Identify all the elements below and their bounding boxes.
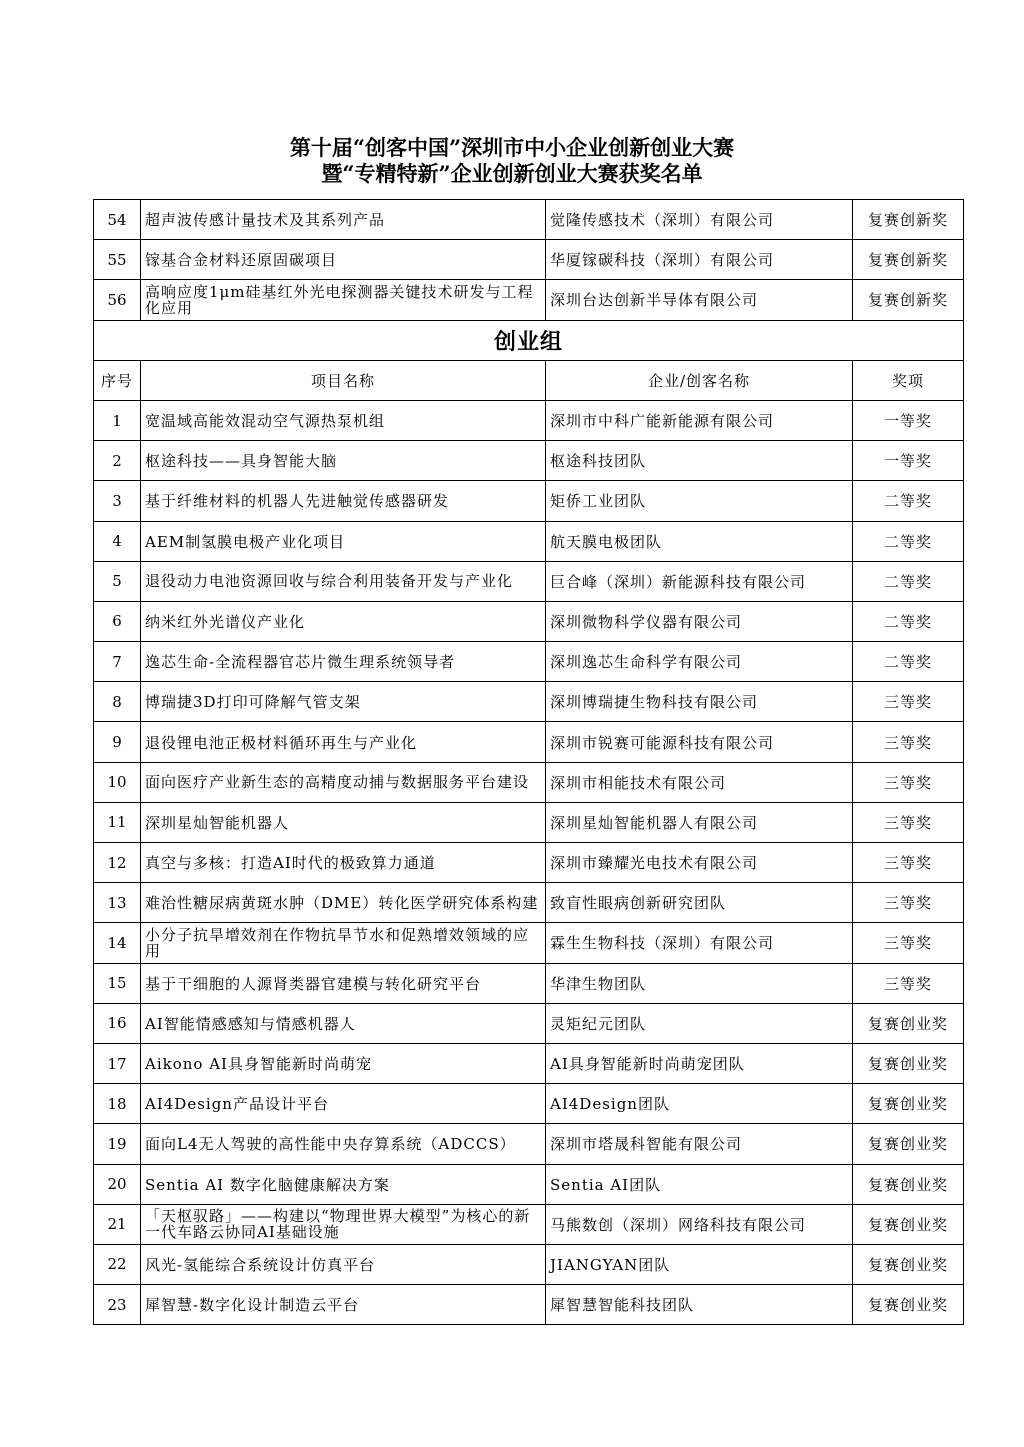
row-number: 7 (94, 642, 141, 682)
section-row (94, 320, 964, 360)
company-name: 深圳星灿智能机器人有限公司 (546, 802, 853, 842)
project-name: 难治性糖尿病黄斑水肿（DME）转化医学研究体系构建 (141, 883, 546, 923)
award-name: 三等奖 (853, 722, 964, 762)
award-name: 三等奖 (853, 923, 964, 963)
table-row (94, 1003, 964, 1043)
row-number: 19 (94, 1124, 141, 1164)
header-award: 奖项 (853, 360, 964, 400)
award-name: 三等奖 (853, 802, 964, 842)
company-name: 深圳市中科广能新能源有限公司 (546, 400, 853, 440)
row-number: 21 (94, 1204, 141, 1244)
table-row (94, 1084, 964, 1124)
row-number: 6 (94, 601, 141, 641)
project-name: 真空与多核：打造AI时代的极致算力通道 (141, 843, 546, 883)
table-row (94, 1285, 964, 1325)
project-name: 深圳星灿智能机器人 (141, 802, 546, 842)
table-row (94, 601, 964, 641)
row-number: 23 (94, 1285, 141, 1325)
table-row (94, 280, 964, 320)
company-name: 深圳台达创新半导体有限公司 (546, 280, 853, 320)
award-name: 复赛创业奖 (853, 1204, 964, 1244)
award-name: 复赛创业奖 (853, 1124, 964, 1164)
row-number: 9 (94, 722, 141, 762)
row-number: 12 (94, 843, 141, 883)
document-title-line-2: 暨“专精特新”企业创新创业大赛获奖名单 (321, 161, 703, 186)
row-number: 2 (94, 441, 141, 481)
company-name: 深圳市塔晟科智能有限公司 (546, 1124, 853, 1164)
row-number: 4 (94, 521, 141, 561)
project-name: 犀智慧-数字化设计制造云平台 (141, 1285, 546, 1325)
table-row (94, 1043, 964, 1083)
project-name: 退役动力电池资源回收与综合利用装备开发与产业化 (141, 561, 546, 601)
company-name: 深圳市锐赛可能源科技有限公司 (546, 722, 853, 762)
project-name: 逸芯生命-全流程器官芯片微生理系统领导者 (141, 642, 546, 682)
header-company: 企业/创客名称 (546, 360, 853, 400)
table-row (94, 923, 964, 963)
row-number: 22 (94, 1244, 141, 1284)
project-name: 镓基合金材料还原固碳项目 (141, 240, 546, 280)
award-name: 二等奖 (853, 521, 964, 561)
row-number: 17 (94, 1043, 141, 1083)
project-name: 宽温域高能效混动空气源热泵机组 (141, 400, 546, 440)
award-name: 复赛创新奖 (853, 200, 964, 240)
project-name: 纳米红外光谱仪产业化 (141, 601, 546, 641)
award-name: 三等奖 (853, 963, 964, 1003)
award-table (93, 199, 964, 1325)
table-row (94, 762, 964, 802)
row-number: 8 (94, 682, 141, 722)
company-name: 航天膜电极团队 (546, 521, 853, 561)
table-row (94, 441, 964, 481)
row-number: 13 (94, 883, 141, 923)
row-number: 10 (94, 762, 141, 802)
award-name: 二等奖 (853, 642, 964, 682)
row-number: 15 (94, 963, 141, 1003)
company-name: 霖生生物科技（深圳）有限公司 (546, 923, 853, 963)
company-name: 致盲性眼病创新研究团队 (546, 883, 853, 923)
project-name: AEM制氢膜电极产业化项目 (141, 521, 546, 561)
award-name: 复赛创业奖 (853, 1244, 964, 1284)
company-name: Sentia AI团队 (546, 1164, 853, 1204)
company-name: AI具身智能新时尚萌宠团队 (546, 1043, 853, 1083)
award-name: 复赛创业奖 (853, 1043, 964, 1083)
award-table-body (94, 200, 964, 1325)
company-name: JIANGYAN团队 (546, 1244, 853, 1284)
award-name: 复赛创新奖 (853, 280, 964, 320)
project-name: Aikono AI具身智能新时尚萌宠 (141, 1043, 546, 1083)
project-name: Sentia AI 数字化脑健康解决方案 (141, 1164, 546, 1204)
table-row (94, 481, 964, 521)
award-name: 二等奖 (853, 481, 964, 521)
company-name: 深圳市臻耀光电技术有限公司 (546, 843, 853, 883)
award-name: 复赛创业奖 (853, 1164, 964, 1204)
company-name: 华厦镓碳科技（深圳）有限公司 (546, 240, 853, 280)
row-number: 16 (94, 1003, 141, 1043)
project-name: 超声波传感计量技术及其系列产品 (141, 200, 546, 240)
table-row (94, 400, 964, 440)
company-name: 华津生物团队 (546, 963, 853, 1003)
document-title-line-1: 第十届“创客中国”深圳市中小企业创新创业大赛 (289, 135, 735, 160)
project-name: 面向L4无人驾驶的高性能中央存算系统（ADCCS） (141, 1124, 546, 1164)
table-row (94, 1124, 964, 1164)
award-name: 二等奖 (853, 601, 964, 641)
row-number: 1 (94, 400, 141, 440)
row-number: 18 (94, 1084, 141, 1124)
table-row (94, 963, 964, 1003)
company-name: 深圳博瑞捷生物科技有限公司 (546, 682, 853, 722)
award-name: 复赛创新奖 (853, 240, 964, 280)
table-header-row (94, 360, 964, 400)
project-name: 基于纤维材料的机器人先进触觉传感器研发 (141, 481, 546, 521)
company-name: 马熊数创（深圳）网络科技有限公司 (546, 1204, 853, 1244)
company-name: 深圳市相能技术有限公司 (546, 762, 853, 802)
project-name: 博瑞捷3D打印可降解气管支架 (141, 682, 546, 722)
table-row (94, 561, 964, 601)
award-name: 三等奖 (853, 843, 964, 883)
table-row (94, 1244, 964, 1284)
row-number: 54 (94, 200, 141, 240)
header-project: 项目名称 (141, 360, 546, 400)
company-name: 矩侨工业团队 (546, 481, 853, 521)
row-number: 5 (94, 561, 141, 601)
table-row (94, 1164, 964, 1204)
project-name: 面向医疗产业新生态的高精度动捕与数据服务平台建设 (141, 762, 546, 802)
table-row (94, 240, 964, 280)
table-row (94, 722, 964, 762)
company-name: AI4Design团队 (546, 1084, 853, 1124)
table-row (94, 883, 964, 923)
row-number: 14 (94, 923, 141, 963)
award-name: 一等奖 (853, 400, 964, 440)
company-name: 枢途科技团队 (546, 441, 853, 481)
table-row (94, 200, 964, 240)
header-number: 序号 (94, 360, 141, 400)
row-number: 56 (94, 280, 141, 320)
project-name: 风光-氢能综合系统设计仿真平台 (141, 1244, 546, 1284)
project-name: 「天枢驭路」——构建以“物理世界大模型”为核心的新一代车路云协同AI基础设施 (141, 1204, 546, 1244)
row-number: 20 (94, 1164, 141, 1204)
table-row (94, 802, 964, 842)
table-row (94, 642, 964, 682)
table-row (94, 1204, 964, 1244)
project-name: 基于干细胞的人源肾类器官建模与转化研究平台 (141, 963, 546, 1003)
row-number: 3 (94, 481, 141, 521)
project-name: 枢途科技——具身智能大脑 (141, 441, 546, 481)
award-name: 三等奖 (853, 682, 964, 722)
section-title: 创业组 (94, 320, 964, 360)
project-name: AI智能情感感知与情感机器人 (141, 1003, 546, 1043)
company-name: 巨合峰（深圳）新能源科技有限公司 (546, 561, 853, 601)
project-name: 退役锂电池正极材料循环再生与产业化 (141, 722, 546, 762)
award-name: 复赛创业奖 (853, 1003, 964, 1043)
company-name: 犀智慧智能科技团队 (546, 1285, 853, 1325)
award-name: 三等奖 (853, 762, 964, 802)
table-row (94, 682, 964, 722)
company-name: 灵矩纪元团队 (546, 1003, 853, 1043)
table-row (94, 843, 964, 883)
company-name: 深圳逸芯生命科学有限公司 (546, 642, 853, 682)
award-name: 复赛创业奖 (853, 1285, 964, 1325)
row-number: 55 (94, 240, 141, 280)
project-name: AI4Design产品设计平台 (141, 1084, 546, 1124)
award-name: 复赛创业奖 (853, 1084, 964, 1124)
award-name: 一等奖 (853, 441, 964, 481)
award-name: 二等奖 (853, 561, 964, 601)
table-row (94, 521, 964, 561)
row-number: 11 (94, 802, 141, 842)
award-name: 三等奖 (853, 883, 964, 923)
company-name: 觉隆传感技术（深圳）有限公司 (546, 200, 853, 240)
project-name: 小分子抗旱增效剂在作物抗旱节水和促熟增效领域的应用 (141, 923, 546, 963)
company-name: 深圳微物科学仪器有限公司 (546, 601, 853, 641)
project-name: 高响应度1μm硅基红外光电探测器关键技术研发与工程化应用 (141, 280, 546, 320)
